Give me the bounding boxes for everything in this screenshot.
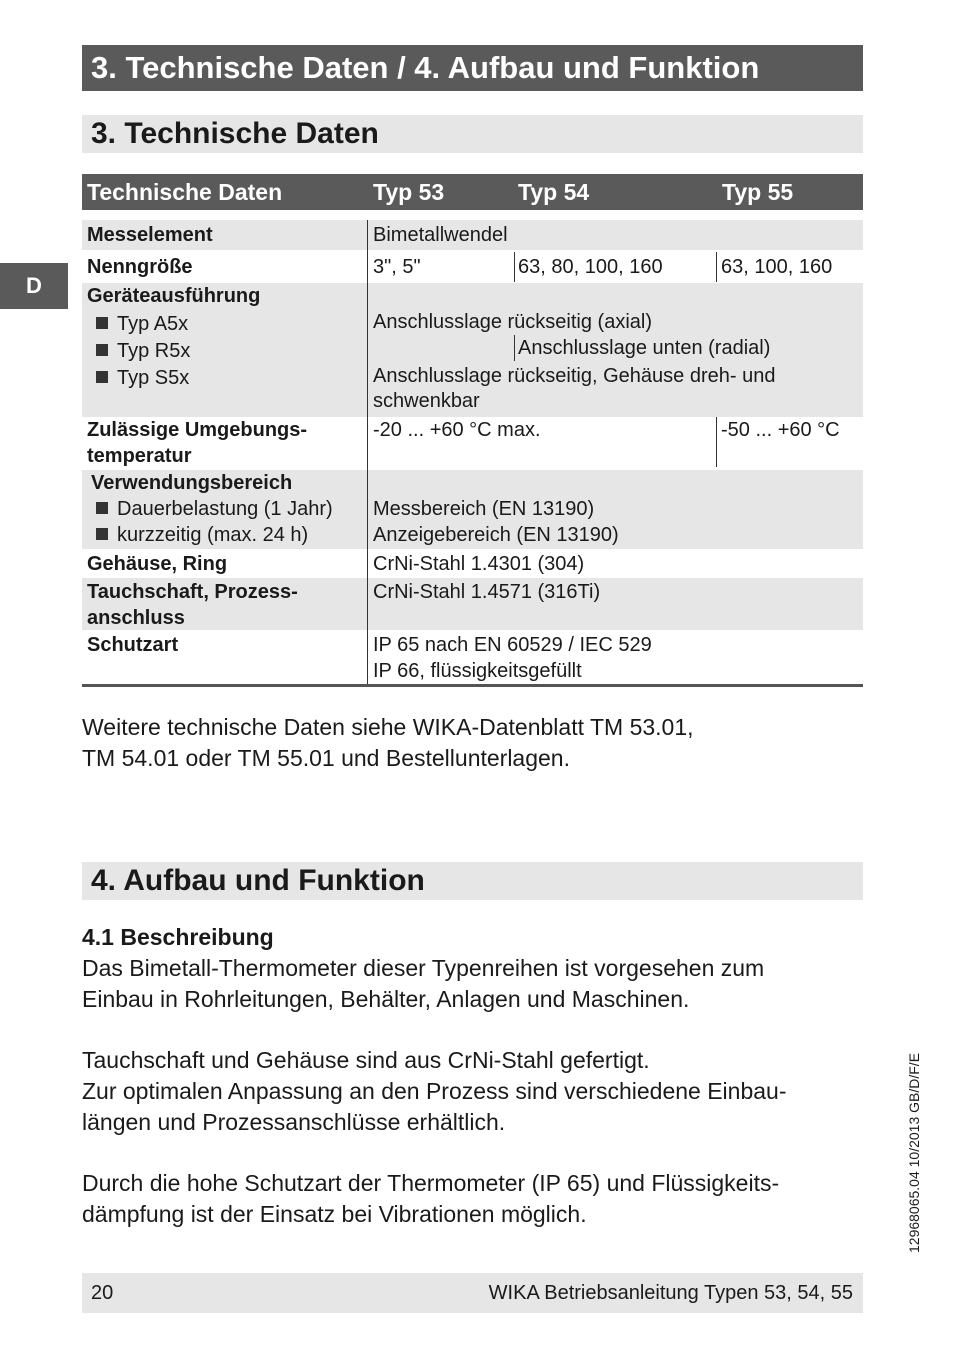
bullet-icon	[96, 317, 108, 329]
column-divider	[716, 252, 717, 282]
bullet-icon	[96, 502, 108, 514]
table-header-typ55: Typ 55	[722, 179, 794, 205]
row-value: Anschlusslage unten (radial)	[518, 337, 771, 359]
footer-doc-title: WIKA Betriebsanleitung Typen 53, 54, 55	[488, 1282, 853, 1304]
bullet-icon	[96, 528, 108, 540]
row-label: Zulässige Umgebungs-	[87, 419, 308, 441]
list-item: kurzzeitig (max. 24 h)	[96, 522, 308, 548]
section-3-title: 3. Technische Daten	[82, 115, 863, 153]
table-row-nenngroesse	[82, 250, 863, 283]
table-row-tauchschaft	[82, 578, 863, 630]
page-number: 20	[91, 1282, 114, 1304]
column-divider	[514, 335, 515, 361]
table-row-verwendungsbereich	[82, 470, 863, 549]
row-value: IP 66, flüssigkeitsgefüllt	[373, 660, 582, 682]
section-4-title: 4. Aufbau und Funktion	[82, 862, 863, 900]
list-item: Typ S5x	[96, 365, 189, 391]
table-header-row	[82, 174, 863, 210]
language-tab: D	[0, 263, 68, 309]
page-title: 3. Technische Daten / 4. Aufbau und Funktion	[82, 45, 863, 91]
table-bottom-rule	[82, 684, 863, 687]
row-value: CrNi-Stahl 1.4571 (316Ti)	[373, 581, 601, 603]
column-divider	[716, 417, 717, 467]
row-label: Messelement	[87, 224, 213, 246]
row-label: Geräteausführung	[87, 285, 261, 307]
row-value: Bimetallwendel	[373, 224, 508, 246]
row-value: Anschlusslage rückseitig, Gehäuse dreh- und	[373, 365, 776, 387]
subsection-4-1-title: 4.1 Beschreibung	[82, 924, 274, 950]
row-label: anschluss	[87, 607, 185, 629]
row-value: schwenkbar	[373, 390, 480, 412]
bullet-icon	[96, 371, 108, 383]
row-value: Messbereich (EN 13190)	[373, 498, 595, 520]
paragraph-2: Tauchschaft und Gehäuse sind aus CrNi-Stahl gefertigt. Zur optimalen Anpassung an den Prozess sind verschiedene Einbau- längen und Prozessanschlüsse erhältlich.	[82, 1047, 787, 1135]
table-header-typ53: Typ 53	[373, 179, 445, 205]
list-item: Typ A5x	[96, 311, 188, 337]
row-label: Verwendungsbereich	[91, 472, 293, 494]
page-footer	[82, 1273, 863, 1313]
row-label: Tauchschaft, Prozess-	[87, 581, 298, 603]
document-code: 12968065.04 10/2013 GB/D/F/E	[906, 1052, 922, 1253]
row-value-typ55: 63, 100, 160	[721, 256, 833, 278]
list-item: Dauerbelastung (1 Jahr)	[96, 496, 333, 522]
row-value: Anzeigebereich (EN 13190)	[373, 524, 619, 546]
row-label: temperatur	[87, 445, 192, 467]
table-row-messelement	[82, 220, 863, 250]
table-header-typ54: Typ 54	[518, 179, 590, 205]
bullet-icon	[96, 344, 108, 356]
column-divider-main	[367, 220, 368, 684]
table-row-gehaeuse	[82, 549, 863, 578]
table-header-technische-daten: Technische Daten	[87, 179, 283, 205]
paragraph-1: Das Bimetall-Thermometer dieser Typenreihen ist vorgesehen zum Einbau in Rohrleitungen, Behälter, Anlagen und Maschinen.	[82, 955, 765, 1012]
table-row-schutzart	[82, 630, 863, 684]
row-value-typ53-54: -20 ... +60 °C max.	[373, 419, 541, 441]
table-row-geraeteausfuehrung	[82, 283, 863, 417]
row-label: Schutzart	[87, 634, 179, 656]
list-item: Typ R5x	[96, 338, 190, 364]
row-value-typ54: 63, 80, 100, 160	[518, 256, 663, 278]
paragraph-3: Durch die hohe Schutzart der Thermometer (IP 65) und Flüssigkeits- dämpfung ist der Einsatz bei Vibrationen möglich.	[82, 1170, 780, 1227]
table-row-umgebungstemperatur	[82, 417, 863, 470]
row-value-typ53: 3", 5"	[373, 256, 421, 278]
column-divider	[514, 252, 515, 282]
row-label: Gehäuse, Ring	[87, 553, 228, 575]
row-value: Anschlusslage rückseitig (axial)	[373, 311, 653, 333]
row-value-typ55: -50 ... +60 °C	[721, 419, 840, 441]
row-value: IP 65 nach EN 60529 / IEC 529	[373, 634, 652, 656]
note-text: Weitere technische Daten siehe WIKA-Datenblatt TM 53.01, TM 54.01 oder TM 55.01 und Bestellunterlagen.	[82, 714, 694, 771]
row-value: CrNi-Stahl 1.4301 (304)	[373, 553, 585, 575]
row-label: Nenngröße	[87, 256, 193, 278]
